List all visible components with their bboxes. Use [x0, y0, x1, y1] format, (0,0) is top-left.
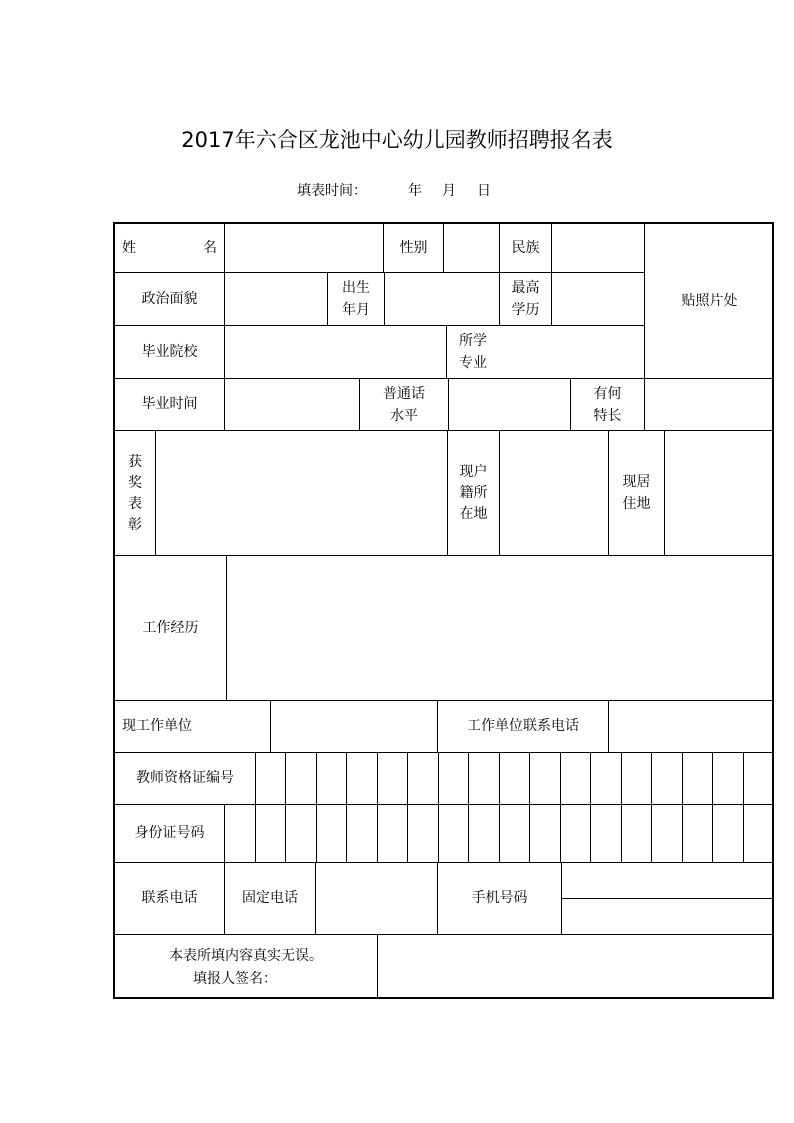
label-award-1: 获 — [128, 454, 142, 470]
school-input[interactable] — [225, 326, 446, 378]
graduation-time-input[interactable] — [225, 379, 359, 430]
label-mandarin-2: 水平 — [390, 408, 418, 424]
major-input[interactable] — [500, 326, 644, 378]
work-history-input[interactable] — [227, 556, 774, 700]
label-award-4: 彰 — [128, 517, 142, 533]
specialty-input[interactable] — [645, 379, 774, 430]
label-landline: 固定电话 — [242, 890, 298, 906]
label-birth-1: 出生 — [342, 280, 370, 296]
label-education-2: 学历 — [511, 302, 540, 318]
label-grad-time: 毕业时间 — [141, 396, 198, 412]
label-employer-phone: 工作单位联系电话 — [467, 718, 579, 734]
label-name-char-2: 名 — [203, 240, 217, 256]
mandarin-level-input[interactable] — [449, 379, 570, 430]
label-political: 政治面貌 — [141, 291, 198, 307]
label-hukou-1: 现户 — [459, 464, 488, 480]
label-residence-2: 住地 — [622, 496, 651, 512]
fill-date-year: 年 — [408, 183, 422, 199]
label-declaration-2: 填报人签名： — [193, 971, 277, 987]
current-employer-input[interactable] — [271, 701, 437, 752]
label-specialty-2: 特长 — [593, 408, 622, 424]
label-ethnicity: 民族 — [511, 240, 540, 256]
employer-phone-input[interactable] — [609, 701, 774, 752]
label-hukou-3: 在地 — [459, 506, 488, 522]
label-mobile: 手机号码 — [471, 890, 528, 906]
landline-input[interactable] — [316, 863, 437, 934]
fill-date-month: 月 — [442, 183, 456, 199]
label-award-2: 奖 — [128, 475, 142, 491]
label-hukou-2: 籍所 — [459, 485, 488, 501]
label-id-number: 身份证号码 — [134, 825, 205, 841]
fill-date-label: 填表时间： — [297, 183, 367, 199]
label-current-employer: 现工作单位 — [122, 718, 192, 734]
label-birth-2: 年月 — [342, 302, 370, 318]
mobile-input-2[interactable] — [562, 899, 774, 934]
education-input[interactable] — [552, 273, 644, 325]
residence-input[interactable] — [665, 431, 774, 555]
label-photo: 贴照片处 — [681, 293, 738, 309]
label-specialty-1: 有何 — [593, 386, 622, 402]
birth-date-input[interactable] — [385, 273, 499, 325]
label-gender: 性别 — [399, 240, 428, 256]
application-form-table — [113, 222, 774, 999]
form-title: 2017年六合区龙池中心幼儿园教师招聘报名表 — [181, 128, 613, 152]
hukou-location-input[interactable] — [500, 431, 608, 555]
mobile-input-1[interactable] — [562, 863, 774, 898]
label-major-1: 所学 — [459, 333, 487, 349]
label-work-history: 工作经历 — [142, 620, 199, 636]
awards-input[interactable] — [156, 431, 447, 555]
label-education-1: 最高 — [511, 280, 540, 296]
political-status-input[interactable] — [225, 273, 327, 325]
fill-date-day: 日 — [477, 183, 491, 199]
label-declaration-1: 本表所填内容真实无误。 — [169, 948, 323, 964]
label-residence-1: 现居 — [622, 474, 651, 490]
label-award-3: 表 — [128, 496, 142, 512]
ethnicity-input[interactable] — [552, 224, 644, 272]
gender-input[interactable] — [444, 224, 499, 272]
signature-input[interactable] — [378, 935, 774, 999]
label-mandarin-1: 普通话 — [383, 386, 425, 402]
name-input[interactable] — [225, 224, 383, 272]
label-school: 毕业院校 — [141, 344, 198, 360]
teacher-cert-number-input[interactable] — [256, 753, 774, 804]
label-teacher-cert: 教师资格证编号 — [136, 770, 234, 786]
label-major-2: 专业 — [459, 355, 487, 371]
label-name-char-1: 姓 — [122, 240, 136, 256]
id-number-input[interactable] — [225, 805, 774, 862]
label-contact-phone: 联系电话 — [141, 890, 198, 906]
fill-date-line — [0, 180, 794, 202]
